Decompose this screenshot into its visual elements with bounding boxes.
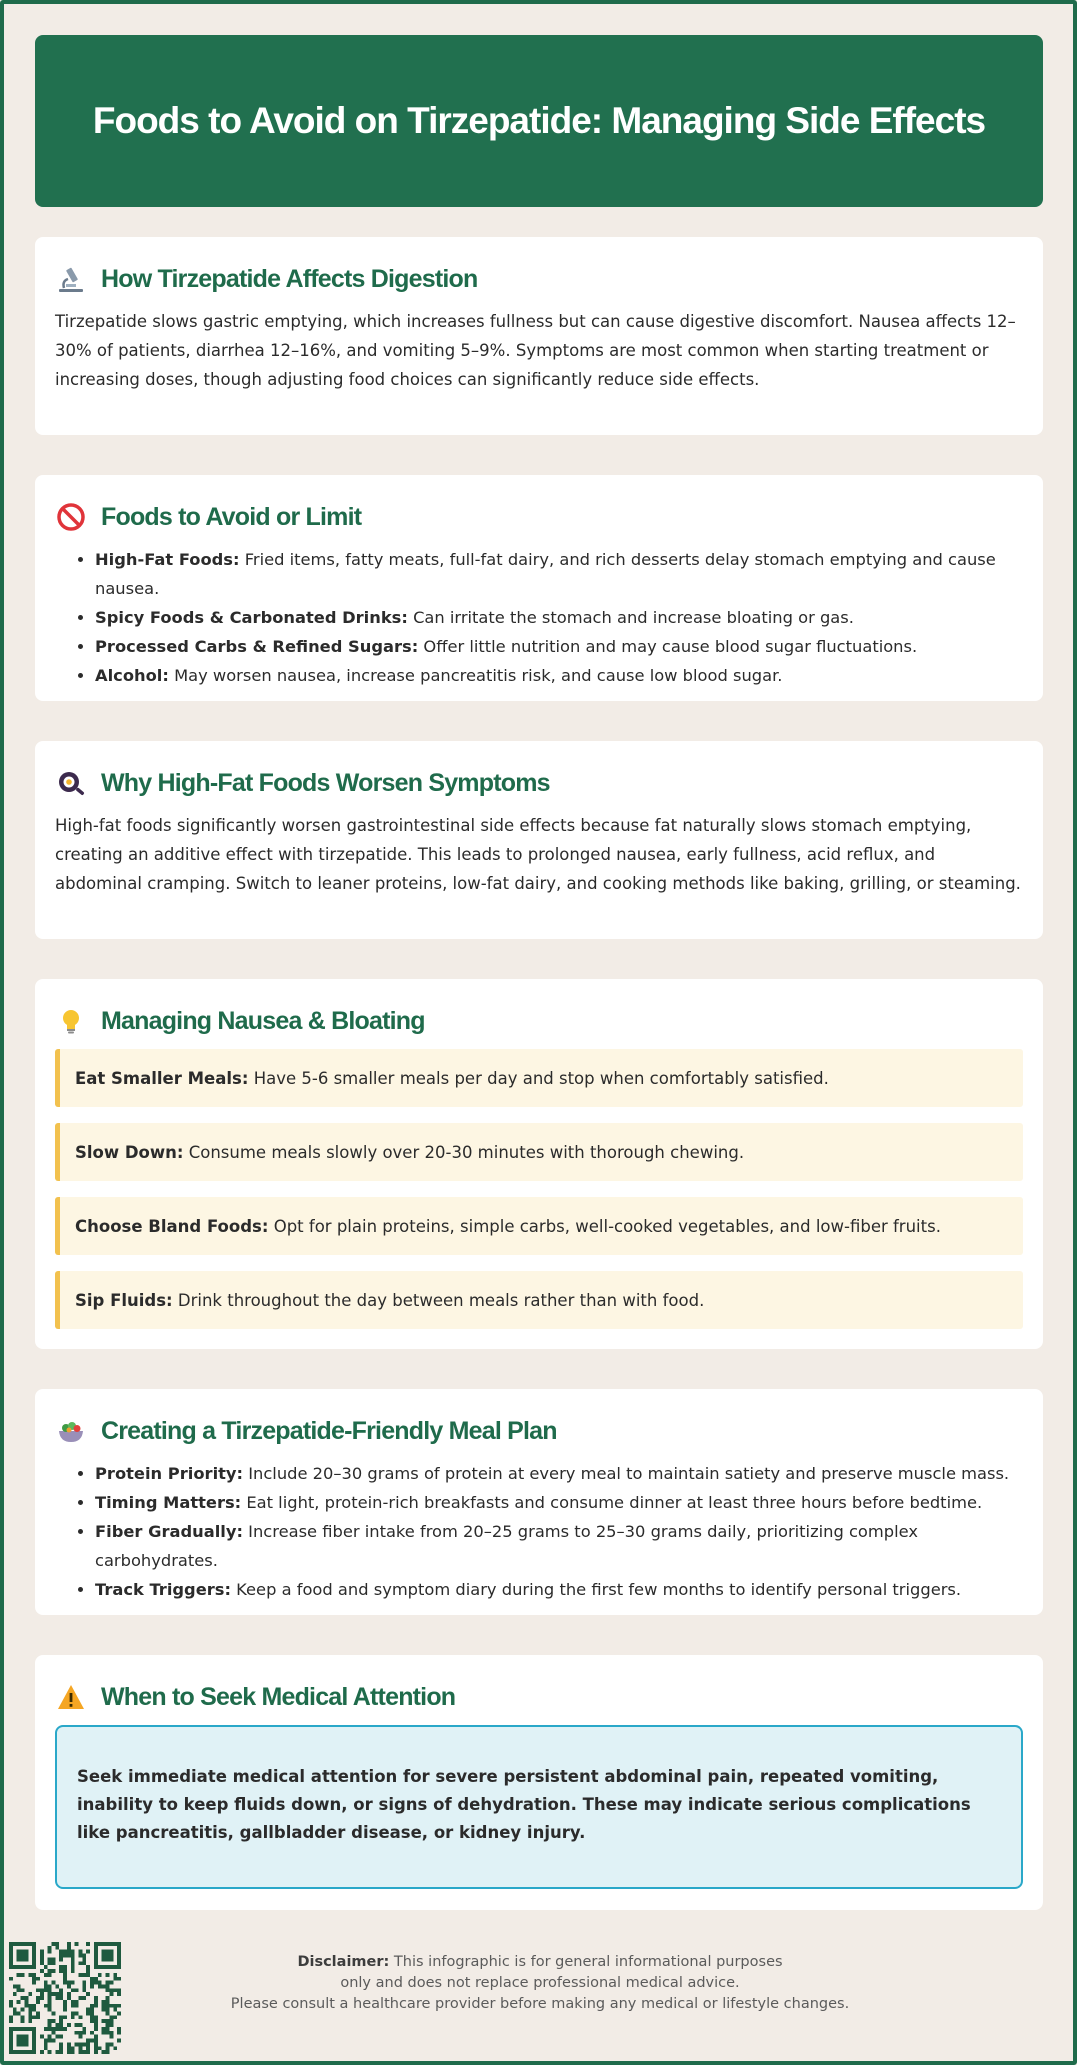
tip-card: Sip Fluids: Drink throughout the day between meals rather than with food. [55, 1271, 1023, 1329]
tip-card: Choose Bland Foods: Opt for plain proteins, simple carbs, well-cooked vegetables, and low-fiber fruits. [55, 1197, 1023, 1255]
lightbulb-icon [55, 1005, 87, 1037]
footer [0, 1942, 1077, 2052]
list-item: • Spicy Foods & Carbonated Drinks: Can irritate the stomach and increase bloating or gas. [95, 603, 1023, 632]
list-item: • Processed Carbs & Refined Sugars: Offer little nutrition and may cause blood sugar fluctuations. [95, 632, 1023, 661]
section-title: Managing Nausea & Bloating [101, 1006, 425, 1035]
section-header [55, 263, 1023, 295]
page-title: Foods to Avoid on Tirzepatide: Managing Side Effects [92, 100, 986, 141]
section-text: High-fat foods significantly worsen gastrointestinal side effects because fat naturally slows stomach emptying, creating an additive effect with tirzepatide. This leads to prolonged nausea, early fullness, acid reflux, and abdominal cramping. Switch to leaner proteins, low-fat dairy, and cooking methods like baking, grilling, or steaming. [55, 816, 1021, 893]
list-item: • Track Triggers: Keep a food and symptom diary during the first few months to identify personal triggers. [95, 1575, 1023, 1604]
list-item: • Fiber Gradually: Increase fiber intake from 20–25 grams to 25–30 grams daily, prioritizing complex carbohydrates. [95, 1517, 1023, 1575]
tips-list [55, 1049, 1023, 1329]
section-header [55, 1415, 1023, 1447]
salad-bowl-icon [55, 1415, 87, 1447]
avoid-list [55, 545, 1023, 690]
section-digestion [35, 237, 1043, 435]
qr-code-icon[interactable] [9, 1942, 121, 2054]
section-header [55, 1005, 1023, 1037]
list-item: • High-Fat Foods: Fried items, fatty meats, full-fat dairy, and rich desserts delay stomach emptying and cause nausea. [95, 545, 1023, 603]
section-header [55, 1681, 1023, 1713]
no-entry-icon [55, 501, 87, 533]
list-item: • Alcohol: May worsen nausea, increase pancreatitis risk, and cause low blood sugar. [95, 661, 1023, 690]
frying-pan-icon [55, 767, 87, 799]
tip-card: Slow Down: Consume meals slowly over 20-30 minutes with thorough chewing. [55, 1123, 1023, 1181]
section-header [55, 767, 1023, 799]
medical-alert: Seek immediate medical attention for severe persistent abdominal pain, repeated vomiting, inability to keep fluids down, or signs of dehydration. These may indicate serious complications like pancreatitis, gallbladder disease, or kidney injury. [55, 1725, 1023, 1889]
section-title: Why High-Fat Foods Worsen Symptoms [101, 768, 550, 797]
disclaimer: Disclaimer: This infographic is for general informational purposes only and does not replace professional medical advice. Please consult a healthcare provider before making any medical or lifestyle changes. [230, 1954, 850, 2012]
section-nausea [35, 979, 1043, 1349]
page-header [35, 35, 1043, 207]
section-text: Tirzepatide slows gastric emptying, which increases fullness but can cause digestive discomfort. Nausea affects 12–30% of patients, diarrhea 12–16%, and vomiting 5–9%. Symptoms are most common when starting treatment or increasing doses, though adjusting food choices can significantly reduce side effects. [55, 312, 1016, 389]
tip-card: Eat Smaller Meals: Have 5-6 smaller meals per day and stop when comfortably satisfied. [55, 1049, 1023, 1107]
section-title: When to Seek Medical Attention [101, 1682, 456, 1711]
warning-icon [55, 1681, 87, 1713]
list-item: • Protein Priority: Include 20–30 grams of protein at every meal to maintain satiety and preserve muscle mass. [95, 1459, 1023, 1488]
section-medical [35, 1655, 1043, 1910]
mealplan-list [55, 1459, 1023, 1604]
section-title: Creating a Tirzepatide-Friendly Meal Plan [101, 1416, 557, 1445]
microscope-icon [55, 263, 87, 295]
section-header [55, 501, 1023, 533]
infographic [35, 35, 1043, 1910]
list-item: • Timing Matters: Eat light, protein-rich breakfasts and consume dinner at least three hours before bedtime. [95, 1488, 1023, 1517]
section-mealplan [35, 1389, 1043, 1615]
disclaimer-label: Disclaimer: [297, 1954, 390, 1970]
section-title: How Tirzepatide Affects Digestion [101, 264, 478, 293]
section-avoid [35, 475, 1043, 701]
section-highfat [35, 741, 1043, 939]
section-title: Foods to Avoid or Limit [101, 502, 362, 531]
